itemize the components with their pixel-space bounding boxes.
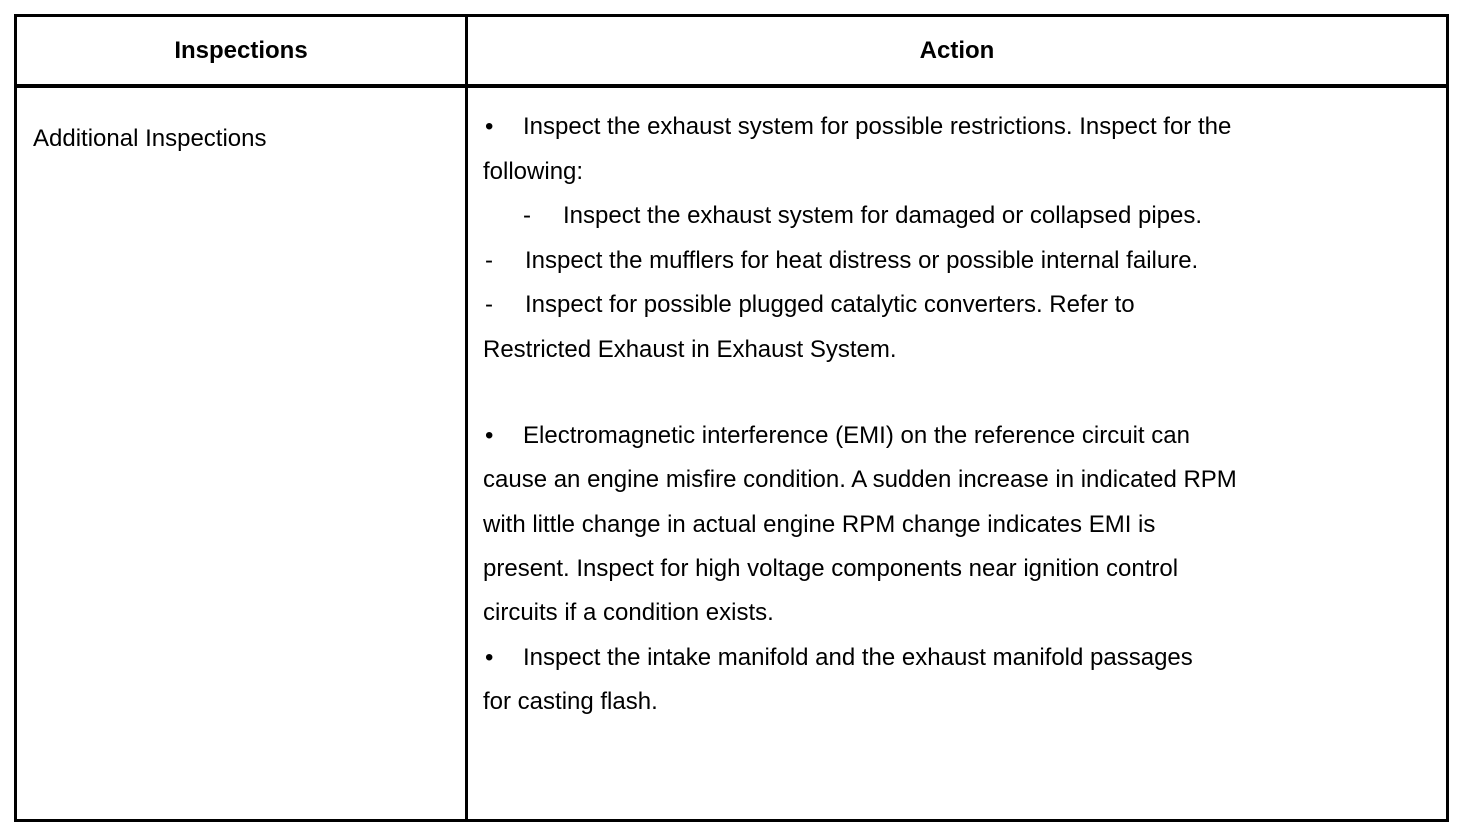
action-subitem-1 <box>523 201 1202 231</box>
action-item-2-cont <box>483 598 774 628</box>
action-subitem-2 <box>483 246 1198 276</box>
dash-marker: - <box>523 202 531 229</box>
action-item-1 <box>483 112 1231 142</box>
action-text: circuits if a condition exists. <box>483 599 774 626</box>
action-text: Inspect the exhaust system for damaged or collapsed pipes. <box>563 202 1203 229</box>
header-action: Action <box>919 36 995 64</box>
action-text: following: <box>483 158 584 185</box>
action-text: Restricted Exhaust in Exhaust System. <box>483 336 897 363</box>
action-text: Inspect for possible plugged catalytic converters. Refer to <box>525 291 1135 318</box>
dash-marker: - <box>485 247 493 274</box>
action-text: with little change in actual engine RPM change indicates EMI is <box>483 511 1156 538</box>
action-text: for casting flash. <box>483 688 658 715</box>
bullet-marker: • <box>485 113 494 140</box>
bullet-marker: • <box>485 644 494 671</box>
action-subitem-3 <box>483 290 1135 320</box>
header-inspections: Inspections <box>174 36 308 64</box>
inspection-cell: Additional Inspections <box>33 125 267 152</box>
action-item-2-cont <box>483 554 1178 584</box>
action-text: cause an engine misfire condition. A sudden increase in indicated RPM <box>483 466 1237 493</box>
dash-marker: - <box>485 291 493 318</box>
action-text: Inspect the exhaust system for possible restrictions. Inspect for the <box>523 113 1232 140</box>
inspection-table <box>14 14 1449 822</box>
action-item-3-cont <box>483 687 658 717</box>
action-subitem-3-cont <box>483 335 897 365</box>
action-item-3 <box>483 643 1193 673</box>
action-text: Inspect the intake manifold and the exhaust manifold passages <box>523 644 1193 671</box>
action-text: present. Inspect for high voltage components near ignition control <box>483 555 1179 582</box>
bullet-marker: • <box>485 422 494 449</box>
header-divider <box>17 84 1446 88</box>
action-item-2 <box>483 421 1190 451</box>
action-item-2-cont <box>483 465 1237 495</box>
action-item-2-cont <box>483 510 1155 540</box>
column-divider <box>465 17 468 819</box>
action-item-1-cont <box>483 157 583 187</box>
action-text: Electromagnetic interference (EMI) on the reference circuit can <box>523 422 1190 449</box>
action-text: Inspect the mufflers for heat distress or possible internal failure. <box>525 247 1199 274</box>
